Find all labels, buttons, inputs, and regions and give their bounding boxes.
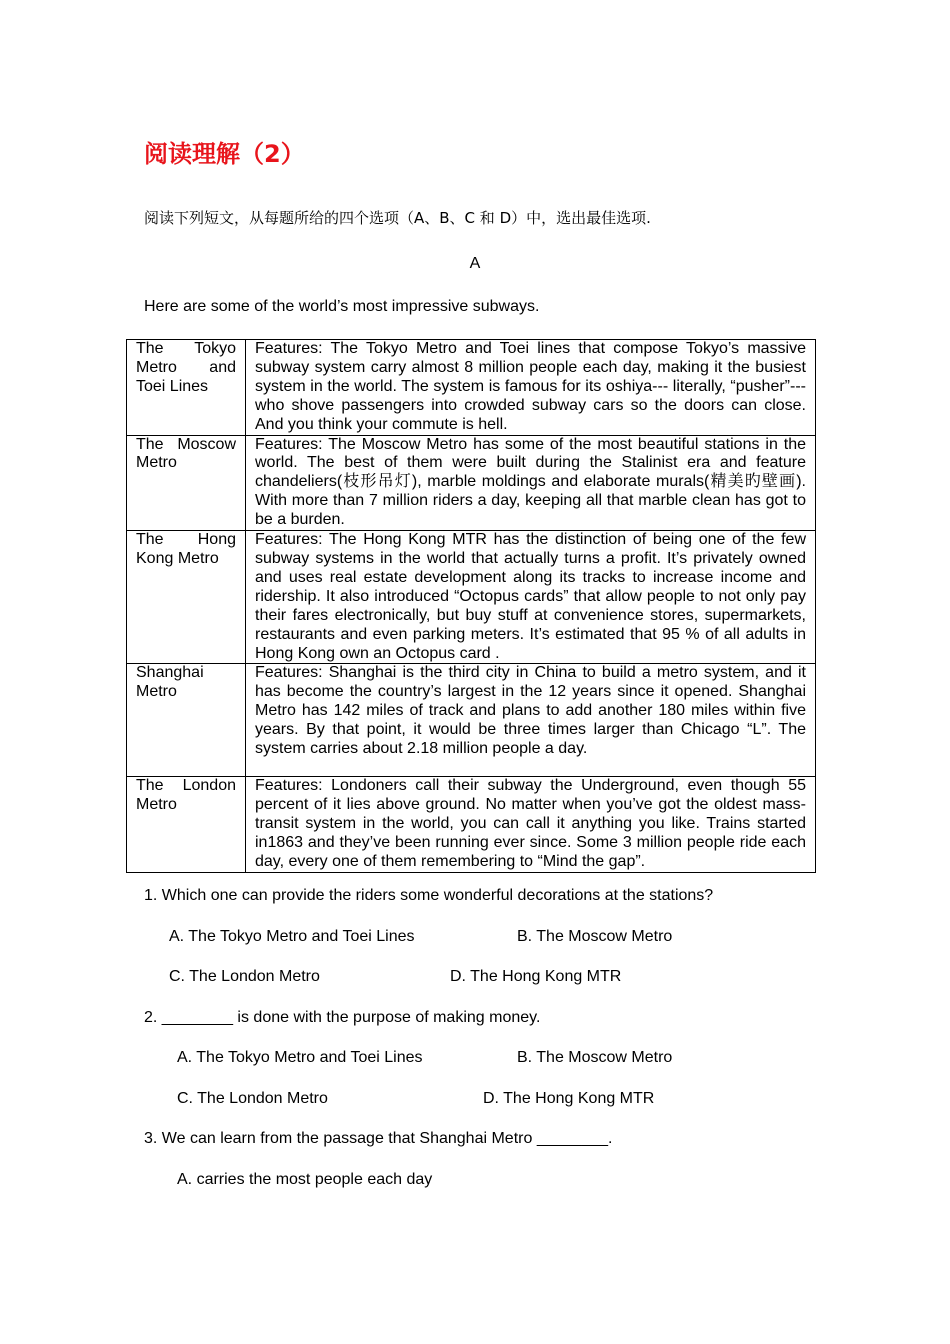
subway-features: Features: Londoners call their subway the Underground, even though 55 percent of it lies above ground. No matter when you’ve got the oldest mass-transit system in the world, you can call it anything you like. Trains started in1863 and they’ve been running ever since. Some 3 million people ride each day, every one of them remembering to “Mind the gap”. bbox=[246, 777, 816, 873]
question-2-stem: 2. ________ is done with the purpose of making money. bbox=[144, 1009, 541, 1026]
page-title: 阅读理解（2） bbox=[144, 140, 305, 168]
subway-name: Shanghai Metro bbox=[127, 664, 246, 777]
question-2-option-d[interactable]: D. The Hong Kong MTR bbox=[483, 1090, 655, 1107]
subway-name: The Hong Kong Metro bbox=[127, 531, 246, 664]
subway-features: Features: The Tokyo Metro and Toei lines that compose Tokyo’s massive subway system carry almost 8 million people each day, making it the busiest system in the world. The system is famous for its oshiya--- literally, “pusher”--- who shove passengers into crowded subway cars so the doors can close. And you think your commute is hell. bbox=[246, 340, 816, 436]
intro-text: Here are some of the world’s most impressive subways. bbox=[144, 298, 540, 315]
subway-features: Features: Shanghai is the third city in China to build a metro system, and it has become the country’s largest in the 12 years since it opened. Shanghai Metro has 142 miles of track and plans to add another 180 miles within five years. By that point, it would be three times larger than Chicago “L”. The system carries about 2.18 million people a day. bbox=[246, 664, 816, 777]
subway-features: Features: The Hong Kong MTR has the distinction of being one of the few subway systems in the world that actually turns a profit. It’s privately owned and uses real estate development along its tracks to increase income and ridership. It also introduced “Octopus cards” that allow people to not only pay their fares electronically, but buy stuff at convenience stores, supermarkets, restaurants and even parking meters. It’s estimated that 95 % of all adults in Hong Kong own an Octopus card . bbox=[246, 531, 816, 664]
subway-name: The Moscow Metro bbox=[127, 435, 246, 531]
question-2-option-b[interactable]: B. The Moscow Metro bbox=[517, 1049, 673, 1066]
subway-features: Features: The Moscow Metro has some of the most beautiful stations in the world. The best of them were built during the Stalinist era and feature chandeliers(枝形吊灯), marble moldings and elaborate murals(精美旳壁画). With more than 7 million riders a day, keeping all that marble clean has got to be a burden. bbox=[246, 435, 816, 531]
subway-name: The Tokyo Metro and Toei Lines bbox=[127, 340, 246, 436]
table-row bbox=[127, 777, 816, 873]
question-1-option-d[interactable]: D. The Hong Kong MTR bbox=[450, 968, 622, 985]
question-1-option-a[interactable]: A. The Tokyo Metro and Toei Lines bbox=[169, 928, 415, 945]
question-3-option-a[interactable]: A. carries the most people each day bbox=[177, 1171, 433, 1188]
table-row bbox=[127, 435, 816, 531]
table-row bbox=[127, 664, 816, 777]
question-1-option-c[interactable]: C. The London Metro bbox=[169, 968, 320, 985]
table-row bbox=[127, 531, 816, 664]
question-1-option-b[interactable]: B. The Moscow Metro bbox=[517, 928, 673, 945]
section-letter: A bbox=[469, 255, 481, 272]
subway-name: The London Metro bbox=[127, 777, 246, 873]
subways-table bbox=[126, 339, 816, 873]
question-2-option-c[interactable]: C. The London Metro bbox=[177, 1090, 328, 1107]
question-1-stem: 1. Which one can provide the riders some wonderful decorations at the stations? bbox=[144, 887, 714, 904]
table-row bbox=[127, 340, 816, 436]
question-3-stem: 3. We can learn from the passage that Shanghai Metro ________. bbox=[144, 1130, 613, 1147]
question-2-option-a[interactable]: A. The Tokyo Metro and Toei Lines bbox=[177, 1049, 423, 1066]
instructions: 阅读下列短文，从每题所给的四个选项（A、B、C 和 D）中，选出最佳选项. bbox=[144, 209, 651, 227]
